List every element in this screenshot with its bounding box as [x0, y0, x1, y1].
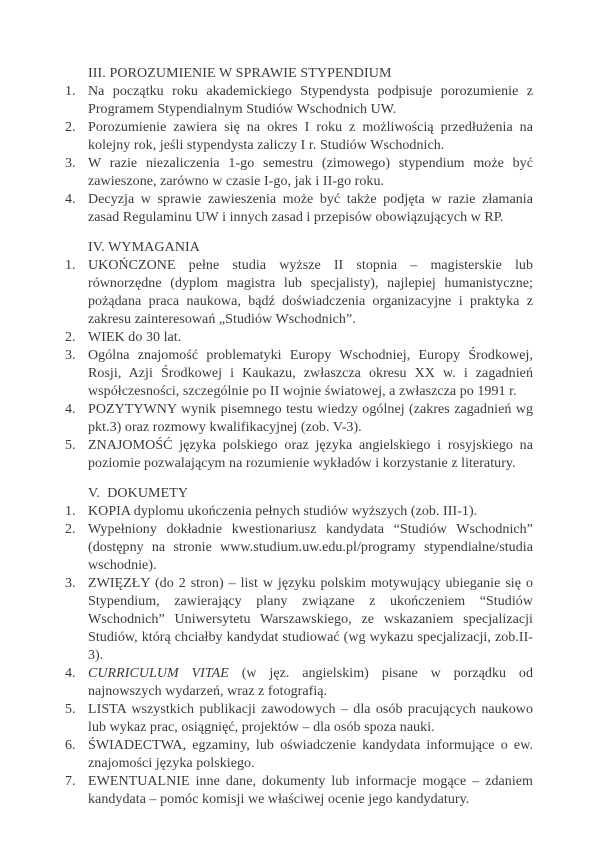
item-number: 1.: [65, 258, 76, 273]
section-iv-wymagania: [65, 239, 533, 473]
item-number: 1.: [65, 504, 76, 519]
list-item: [65, 521, 533, 575]
item-text: Porozumienie zawiera się na okres I roku z możliwością przedłużenia na kolejny rok, jeśli stypendysta zaliczy I r. Studiów Wschodnich.: [88, 120, 533, 153]
item-text: ZNAJOMOŚĆ języka polskiego oraz języka angielskiego i rosyjskiego na poziomie pozwalającym na rozumienie wykładów i korzystanie z literatury.: [88, 438, 533, 471]
list-item: [65, 701, 533, 737]
item-text: W razie niezaliczenia 1-go semestru (zimowego) stypendium może być zawieszone, zarówno w czasie I-go, jak i II-go roku.: [88, 156, 533, 189]
section-iii-porozumienie: [65, 65, 533, 227]
item-text: Na początku roku akademickiego Stypendysta podpisuje porozumienie z Programem Stypendialnym Studiów Wschodnich UW.: [88, 84, 533, 117]
list-item: [65, 737, 533, 773]
item-number: 5.: [65, 438, 76, 453]
item-number: 4.: [65, 666, 76, 681]
item-number: 2.: [65, 330, 76, 345]
document-body: [65, 65, 533, 809]
item-text: WIEK do 30 lat.: [88, 330, 182, 345]
item-text: Ogólna znajomość problematyki Europy Wschodniej, Europy Środkowej, Rosji, Azji Środkowej i Kaukazu, zwłaszcza okresu XX w. i zagadnień współczesności, szczególnie po II wojnie światowej, a zwłaszcza po 1991 r.: [88, 348, 533, 399]
list-item: [65, 347, 533, 401]
item-text: ZWIĘZŁY (do 2 stron) – list w języku polskim motywujący ubieganie się o Stypendium, zawierający plany związane z ukończeniem “Studiów Wschodnich” Uniwersytetu Warszawskiego, ze wskazaniem specjalizacji Studiów, którą chciałby kandydat studiować (wg wykazu specjalizacji, zob.II-3).: [88, 576, 533, 663]
list-item: [65, 665, 533, 701]
item-number: 7.: [65, 774, 76, 789]
list-item: [65, 503, 533, 521]
item-text: UKOŃCZONE pełne studia wyższe II stopnia – magisterskie lub równorzędne (dyplom magistra lub specjalisty), najlepiej humanistyczne; pożądana praca naukowa, bądź doświadczenia organizacyjne i praktyka z zakresu zainteresowań „Studiów Wschodnich”.: [88, 258, 533, 327]
list-item: [65, 773, 533, 809]
list-item: [65, 83, 533, 119]
list-item: [65, 191, 533, 227]
list-item: [65, 155, 533, 191]
item-number: 3.: [65, 156, 76, 171]
item-text: ŚWIADECTWA, egzaminy, lub oświadczenie kandydata informujące o ew. znajomości języka polskiego.: [88, 738, 533, 771]
item-text: EWENTUALNIE inne dane, dokumenty lub informacje mogące – zdaniem kandydata – pomóc komisji we właściwej ocenie jego kandydatury.: [88, 774, 533, 807]
item-text: Wypełniony dokładnie kwestionariusz kandydata “Studiów Wschodnich” (dostępny na stronie www.studium.uw.edu.pl/programy stypendialne/studia wschodnie).: [88, 522, 533, 573]
item-number: 2.: [65, 522, 76, 537]
item-text: LISTA wszystkich publikacji zawodowych – dla osób pracujących naukowo lub wykaz prac, osiągnięć, projektów – dla osób spoza nauki.: [88, 702, 533, 735]
item-number: 5.: [65, 702, 76, 717]
section-v-dokumety: [65, 485, 533, 809]
list-item: [65, 401, 533, 437]
item-italic-lead: CURRICULUM VITAE: [88, 666, 229, 681]
item-text: CURRICULUM VITAE (w jęz. angielskim) pisane w porządku od najnowszych wydarzeń, wraz z fotografią.: [88, 666, 534, 699]
section-heading: V. DOKUMETY: [88, 486, 189, 501]
item-text: Decyzja w sprawie zawieszenia może być także podjęta w razie złamania zasad Regulaminu UW i innych zasad i przepisów obowiązujących w RP.: [88, 192, 533, 225]
item-number: 4.: [65, 402, 76, 417]
list-item: [65, 437, 533, 473]
list-item: [65, 329, 533, 347]
item-number: 6.: [65, 738, 76, 753]
item-text: POZYTYWNY wynik pisemnego testu wiedzy ogólnej (zakres zagadnień wg pkt.3) oraz rozmowy kwalifikacyjnej (zob. V-3).: [88, 402, 533, 435]
section-heading: IV. WYMAGANIA: [88, 240, 201, 255]
list-item: [65, 119, 533, 155]
item-text: KOPIA dyplomu ukończenia pełnych studiów wyższych (zob. III-1).: [88, 504, 478, 519]
list-item: [65, 257, 533, 329]
item-number: 3.: [65, 348, 76, 363]
item-number: 3.: [65, 576, 76, 591]
item-number: 4.: [65, 192, 76, 207]
item-number: 2.: [65, 120, 76, 135]
list-item: [65, 575, 533, 665]
section-heading: III. POROZUMIENIE W SPRAWIE STYPENDIUM: [88, 66, 392, 81]
item-number: 1.: [65, 84, 76, 99]
